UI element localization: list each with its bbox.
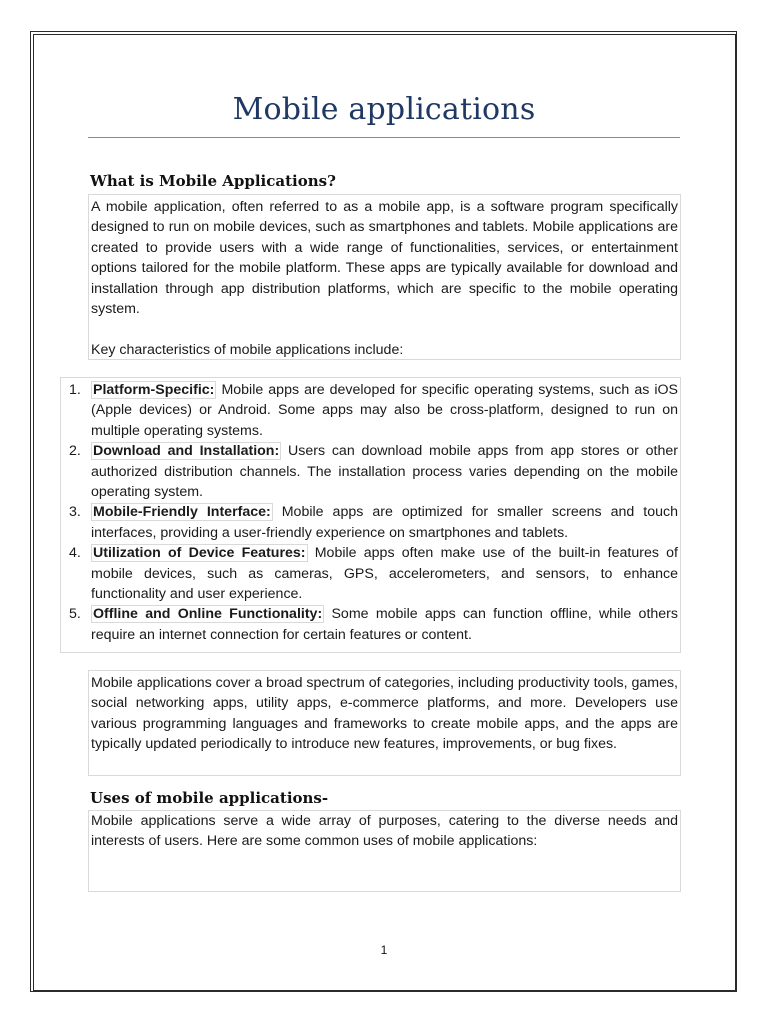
list-item-number: 1. (69, 382, 81, 398)
characteristics-list (61, 380, 678, 645)
list-item-number: 5. (69, 606, 81, 623)
list-item (61, 543, 678, 604)
characteristics-list-box[interactable] (60, 377, 681, 653)
list-item-term: Mobile-Friendly Interface: (93, 504, 271, 521)
section-heading-uses: Uses of mobile applications- (90, 789, 329, 807)
list-item-text: Mobile apps are developed for specific operating systems, such as iOS (Apple devices) or Android. Some apps may also be cross-platform, designed to run on multiple operating systems. (91, 382, 678, 439)
list-item-number: 2. (69, 443, 81, 460)
document-title: Mobile applications (232, 92, 536, 127)
intro-paragraph: A mobile application, often referred to as a mobile app, is a software program specifically designed to run on mobile devices, such as smartphones and tablets. Mobile applications are created to provide users with a wide range of functionalities, services, or entertainment options tailored for the mobile platform. These apps are typically available for download and installation through app distribution platforms, which are specific to the mobile operating system. (91, 199, 678, 318)
list-item (61, 502, 678, 543)
list-item-number: 3. (69, 504, 81, 521)
list-item-text: Some mobile apps can function offline, while others require an internet connection for certain features or content. (91, 606, 678, 643)
list-item (61, 380, 678, 441)
list-item-term: Offline and Online Functionality: (93, 606, 323, 623)
list-item (61, 441, 678, 502)
list-item-text: Mobile apps often make use of the built-in features of mobile devices, such as cameras, GPS, accelerometers, and sensors, to enhance functionality and user experience. (91, 545, 678, 603)
key-characteristics-intro: Key characteristics of mobile applications include: (91, 341, 404, 358)
list-item-number: 4. (69, 545, 81, 562)
list-item-term: Utilization of Device Features: (93, 545, 306, 562)
page-number: 1 (380, 943, 388, 957)
list-item-term: Platform-Specific: (93, 382, 215, 398)
uses-paragraph: Mobile applications serve a wide array of purposes, catering to the diverse needs and interests of users. Here are some common uses of mobile applications: (91, 813, 678, 850)
summary-paragraph: Mobile applications cover a broad spectrum of categories, including productivity tools, games, social networking apps, utility apps, e-commerce platforms, and more. Developers use various programming languages and frameworks to create mobile apps, and the apps are typically updated periodically to introduce new features, improvements, or bug fixes. (91, 675, 678, 753)
uses-text-box[interactable] (88, 810, 681, 892)
list-item-text: Users can download mobile apps from app stores or other authorized distribution channels. The installation process varies depending on the mobile operating system. (91, 443, 678, 501)
title-underline (88, 137, 680, 138)
list-item-text: Mobile apps are optimized for smaller screens and touch interfaces, providing a user-friendly experience on smartphones and tablets. (91, 504, 678, 541)
intro-text-box[interactable] (88, 194, 681, 360)
list-item-term: Download and Installation: (93, 443, 280, 460)
section-heading-what-is: What is Mobile Applications? (90, 172, 336, 190)
summary-text-box[interactable] (88, 670, 681, 776)
list-item (61, 604, 678, 645)
